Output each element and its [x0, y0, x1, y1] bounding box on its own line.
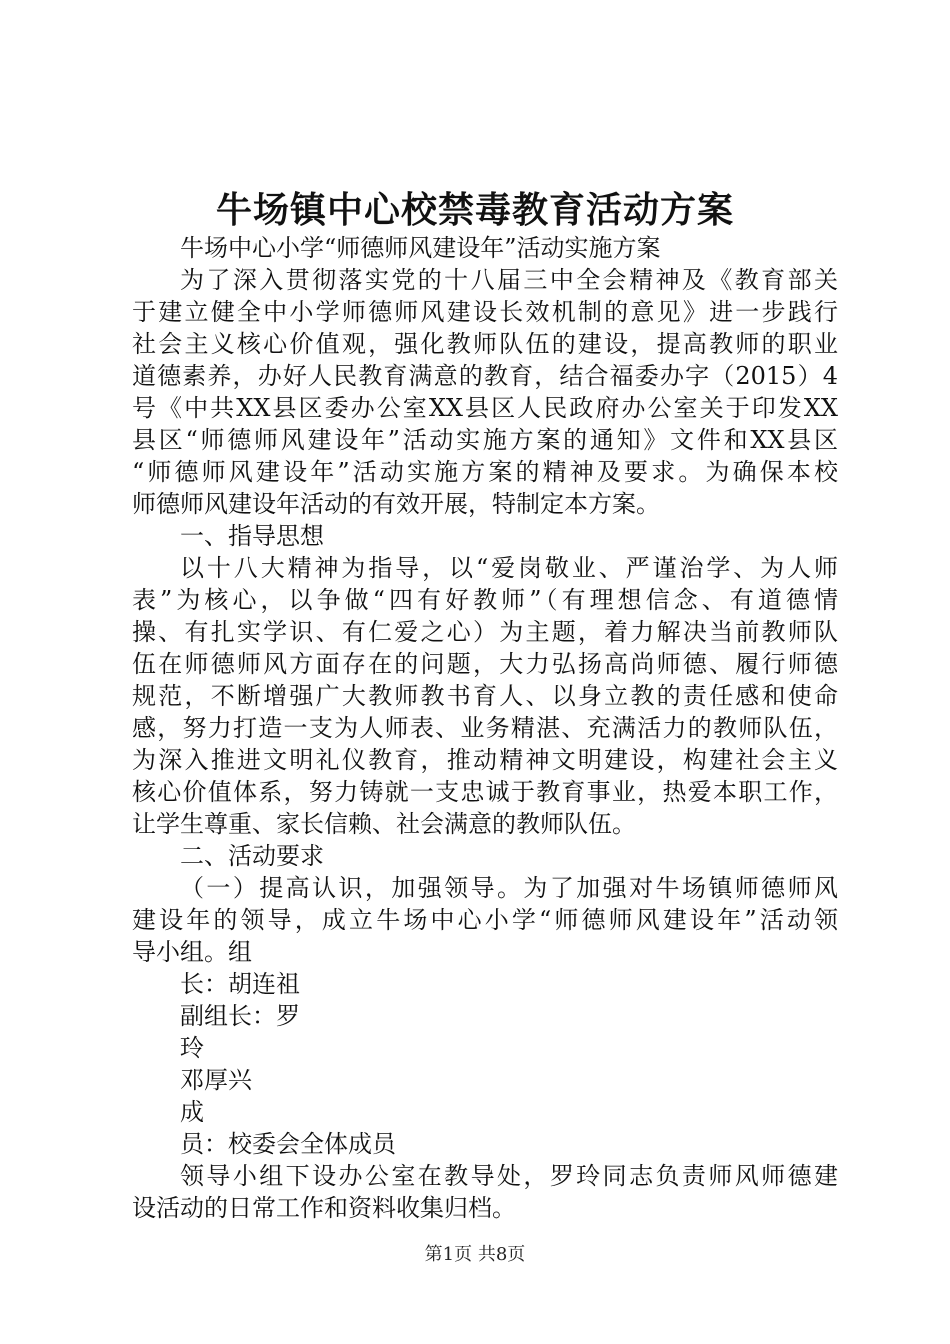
body-line: 成: [180, 1098, 204, 1126]
body-line: 领导小组下设办公室在教导处，罗玲同志负责师风师德建: [180, 1162, 838, 1190]
body-line: 导小组。组: [132, 938, 252, 966]
body-line: （一）提高认识，加强领导。为了加强对牛场镇师德师风: [180, 874, 838, 902]
body-line: 长：胡连祖: [180, 970, 300, 998]
body-line: 建设年的领导，成立牛场中心小学“师德师风建设年”活动领: [132, 906, 838, 934]
body-line: 感，努力打造一支为人师表、业务精湛、充满活力的教师队伍，: [132, 714, 838, 742]
body-line: 社会主义核心价值观，强化教师队伍的建设，提高教师的职业: [132, 330, 838, 358]
body-line: 设活动的日常工作和资料收集归档。: [132, 1194, 516, 1222]
body-line: 县区“师德师风建设年”活动实施方案的通知》文件和XX县区: [132, 426, 838, 454]
body-line: 于建立健全中小学师德师风建设长效机制的意见》进一步践行: [132, 298, 838, 326]
body-line: 操、有扎实学识、有仁爱之心）为主题，着力解决当前教师队: [132, 618, 838, 646]
body-line: 员：校委会全体成员: [180, 1130, 396, 1158]
body-line: 规范，不断增强广大教师教书育人、以身立教的责任感和使命: [132, 682, 838, 710]
body-line: 道德素养，办好人民教育满意的教育，结合福委办字（2015）4: [132, 362, 838, 390]
body-line: 让学生尊重、家长信赖、社会满意的教师队伍。: [132, 810, 636, 838]
body-line: 核心价值体系，努力铸就一支忠诚于教育事业，热爱本职工作，: [132, 778, 838, 806]
body-line: 为了深入贯彻落实党的十八届三中全会精神及《教育部关: [180, 266, 838, 294]
body-line: 副组长：罗: [180, 1002, 300, 1030]
page-footer: 第1页 共8页: [424, 1244, 526, 1265]
document-title: 牛场镇中心校禁毒教育活动方案: [215, 189, 734, 231]
document-body: [132, 232, 838, 1224]
body-line: 为深入推进文明礼仪教育，推动精神文明建设，构建社会主义: [132, 746, 838, 774]
body-line: 二、活动要求: [180, 842, 324, 870]
body-line: 表”为核心，以争做“四有好教师”（有理想信念、有道德情: [132, 586, 838, 614]
body-line: 师德师风建设年活动的有效开展，特制定本方案。: [132, 490, 660, 518]
body-line: 牛场中心小学“师德师风建设年”活动实施方案: [180, 234, 661, 262]
body-line: 玲: [180, 1034, 204, 1062]
body-line: 号《中共XX县区委办公室XX县区人民政府办公室关于印发XX: [132, 394, 838, 422]
body-line: 一、指导思想: [180, 522, 324, 550]
body-line: 邓厚兴: [180, 1066, 252, 1094]
body-line: 伍在师德师风方面存在的问题，大力弘扬高尚师德、履行师德: [132, 650, 838, 678]
body-line: 以十八大精神为指导，以“爱岗敬业、严谨治学、为人师: [180, 554, 838, 582]
body-line: “师德师风建设年”活动实施方案的精神及要求。为确保本校: [132, 458, 838, 486]
